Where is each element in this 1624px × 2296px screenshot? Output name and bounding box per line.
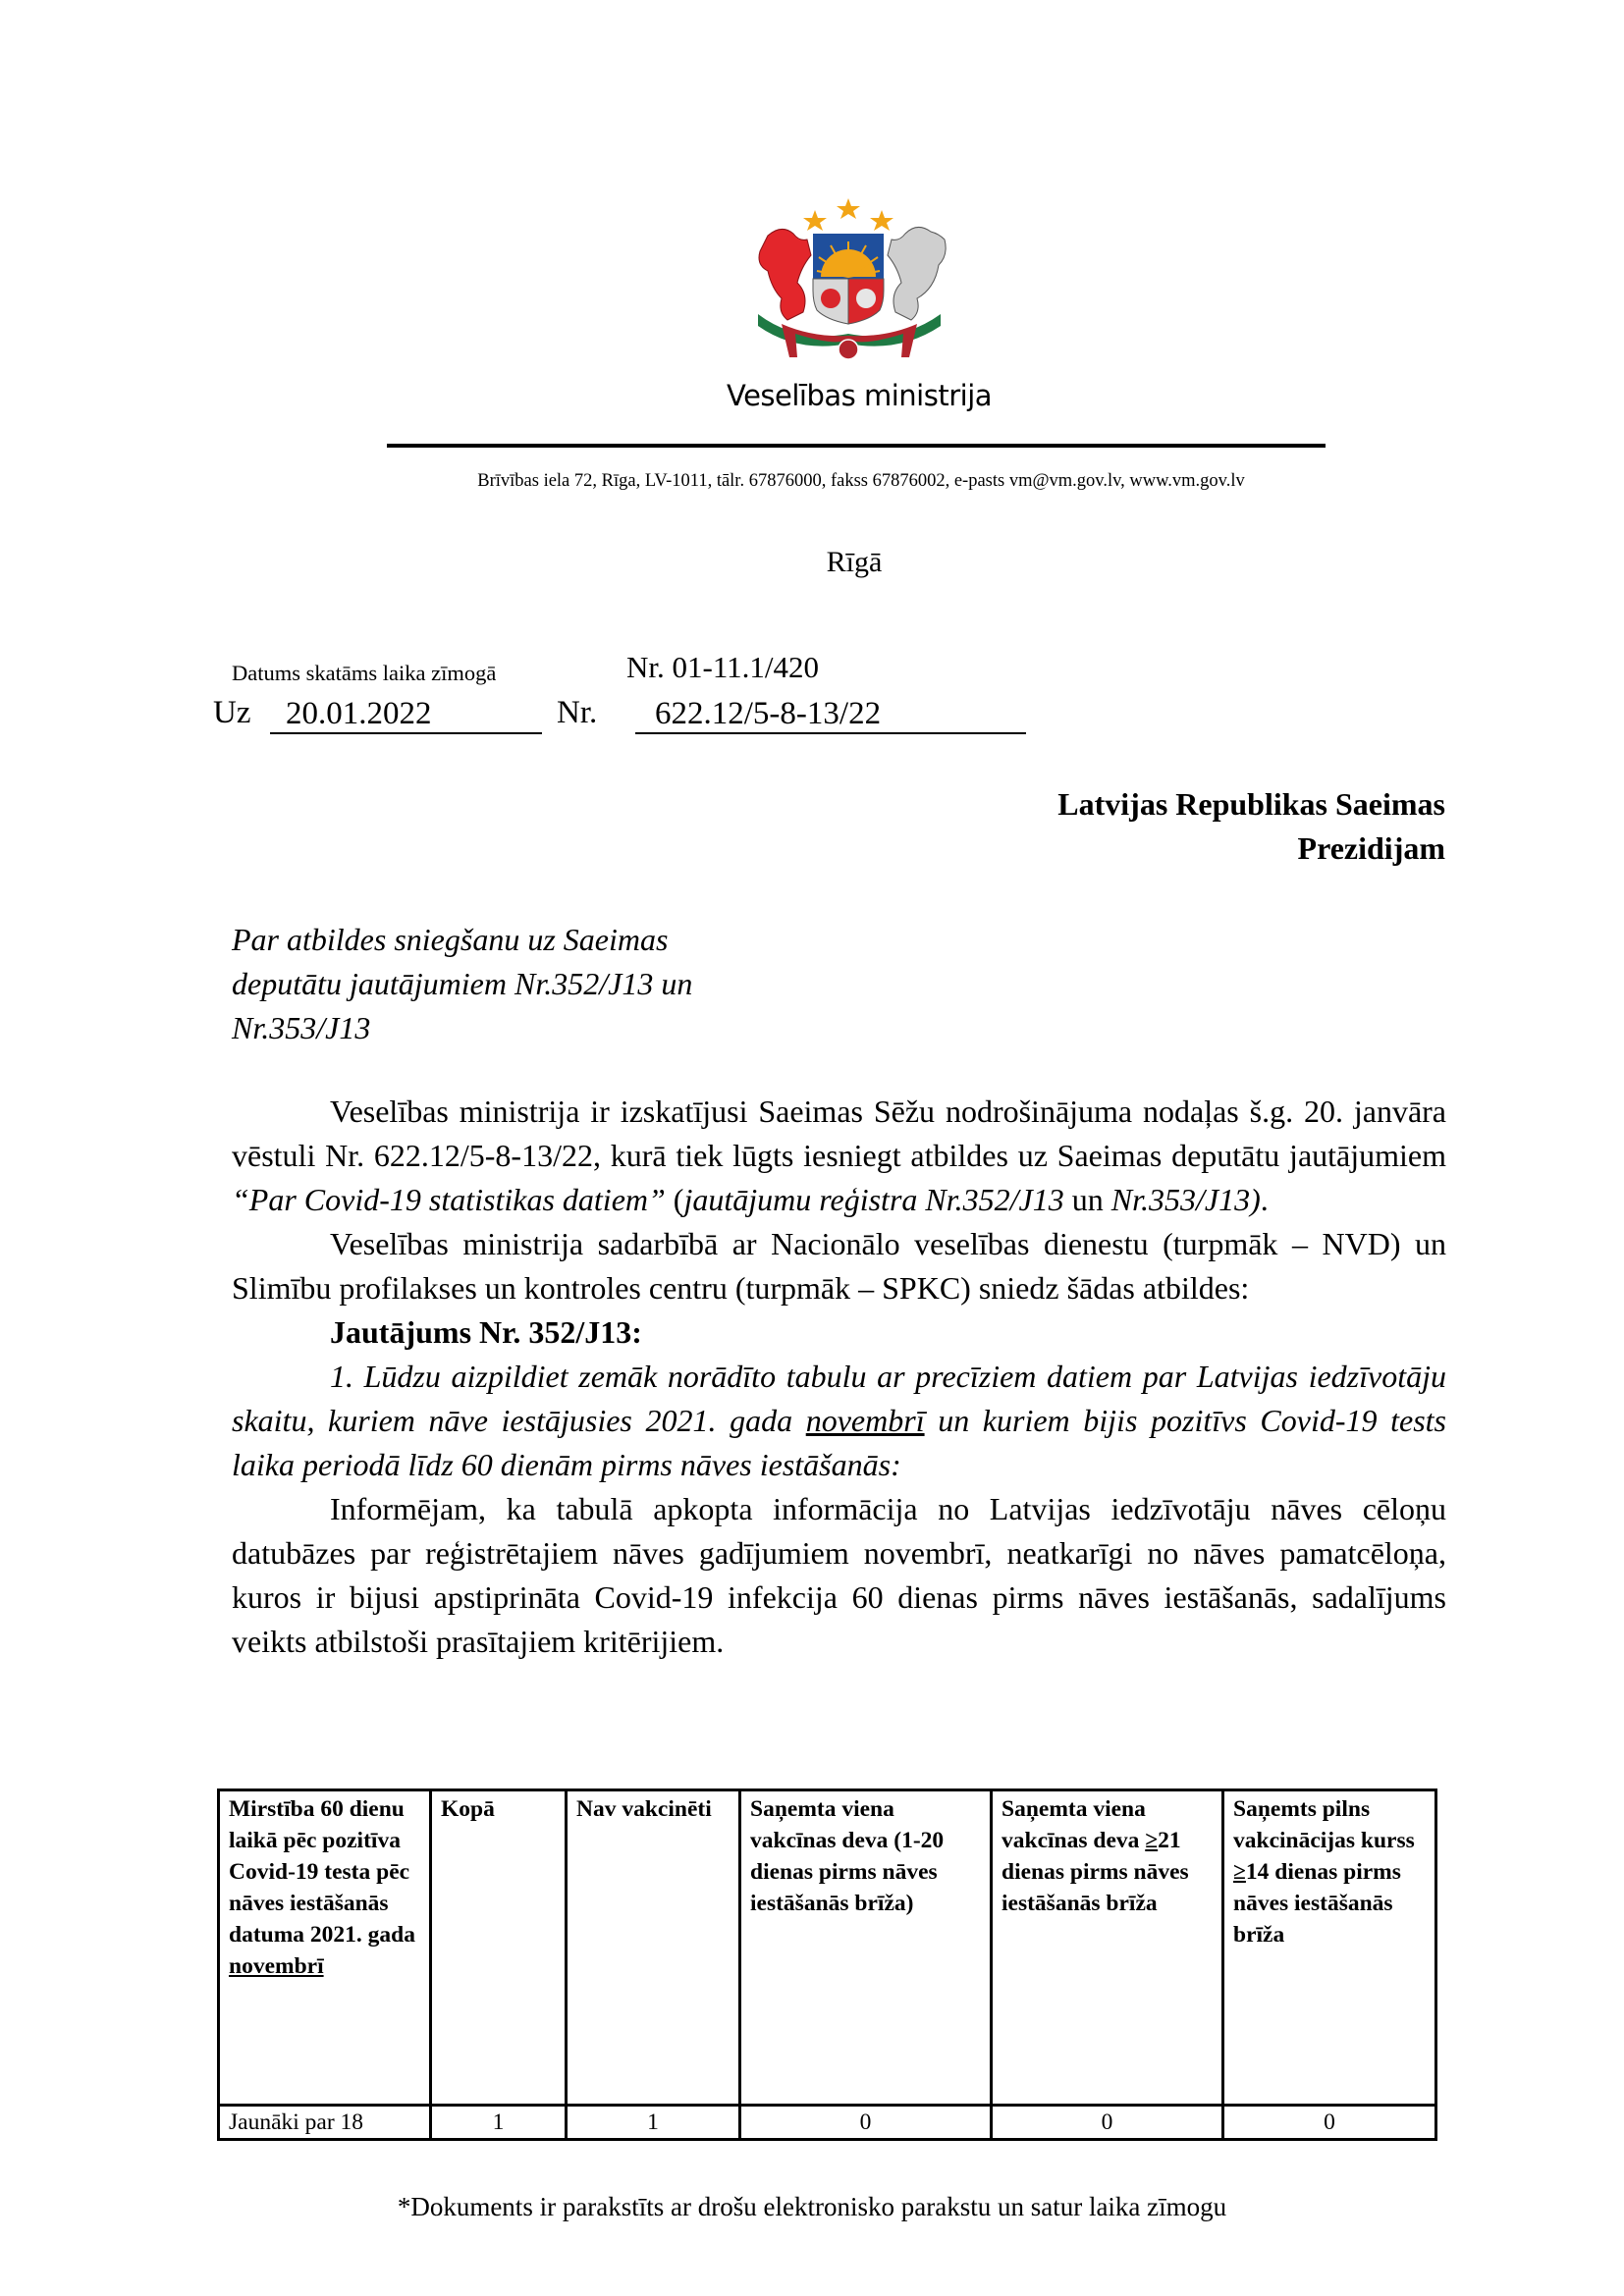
addressee-line: Latvijas Republikas Saeimas	[1057, 786, 1445, 822]
reply-to-label: Uz	[213, 695, 251, 730]
column-header	[992, 1790, 1223, 2106]
text-run: (	[665, 1182, 684, 1217]
table-header-row	[219, 1790, 1436, 2106]
star-icon	[837, 198, 860, 219]
text-run: un kuriem bijis pozitīvs Covid-19 tests laika periodā līdz 60 dienām pirms nāves iestāšanās:	[232, 1403, 1447, 1482]
text-run: “Par Covid-19 statistikas datiem”	[232, 1182, 666, 1217]
star-icon	[870, 210, 893, 231]
letter-subject	[232, 918, 840, 1050]
date-note: Datums skatāms laika zīmogā	[232, 661, 497, 685]
place-of-issue: Rīgā	[826, 546, 883, 578]
ministry-address: Brīvības iela 72, Rīga, LV-1011, tālr. 67876000, fakss 67876002, e-pasts vm@vm.gov.lv, www.vm.gov.lv	[477, 471, 1245, 491]
text-run: Mirstība 60 dienu laikā pēc pozitīva Covid-19 testa pēc nāves iestāšanās datuma 2021. gada	[229, 1796, 415, 1948]
text-run: novembrī	[229, 1953, 324, 1979]
header-divider	[387, 444, 1326, 448]
addressee	[884, 782, 1445, 871]
document-number: Nr. 01-11.1/420	[626, 650, 820, 684]
signature-note: *Dokuments ir parakstīts ar drošu elektronisko parakstu un satur laika zīmogu	[397, 2192, 1227, 2221]
table-cell: 1	[431, 2106, 567, 2140]
latvia-coat-of-arms-icon	[738, 196, 960, 371]
text-run: Nr.353/J13)	[1110, 1182, 1261, 1217]
table-cell: 0	[1223, 2106, 1436, 2140]
text-run: 21 dienas pirms nāves iestāšanās brīža	[1001, 1828, 1189, 1916]
reply-to-number: 622.12/5-8-13/22	[635, 695, 1026, 734]
subject-line: Nr.353/J13	[232, 1010, 371, 1045]
answer-paragraph: Informējam, ka tabulā apkopta informācija no Latvijas iedzīvotāju nāves cēloņu datubāzes par reģistrētajiem nāves gadījumiem novembrī, neatkarīgi no nāves pamatcēloņa, kuros ir bijusi apstiprināta Covid-19 infekcija 60 dienas pirms nāves iestāšanās, sadalījums veikts atbilstoši prasītajiem kritērijiem.	[232, 1491, 1446, 1659]
table-cell: 0	[740, 2106, 992, 2140]
column-header: Kopā	[431, 1790, 567, 2106]
body-paragraph: Veselības ministrija sadarbībā ar Nacionālo veselības dienestu (turpmāk – NVD) un Slimību profilakses un kontroles centru (turpmāk – SPKC) sniedz šādas atbildes:	[232, 1226, 1446, 1306]
text-run: ≥	[1145, 1828, 1159, 1853]
text-run: un	[1063, 1182, 1111, 1217]
mortality-table	[217, 1789, 1437, 2141]
text-run: jautājumu reģistra Nr.352/J13	[683, 1182, 1064, 1217]
text-run: 1. Lūdzu aizpildiet zemāk norādīto tabulu ar precīziem datiem par Latvijas iedzīvotāju skaitu, kuriem nāve iestājusies 2021. gada	[232, 1359, 1446, 1438]
reply-to-number-label: Nr.	[557, 695, 598, 730]
ministry-name: Veselības ministrija	[726, 379, 993, 412]
text-run: Saņemta viena vakcīnas deva	[1001, 1796, 1146, 1853]
subject-line: Par atbildes sniegšanu uz Saeimas	[232, 922, 669, 957]
subject-line: deputātu jautājumiem Nr.352/J13 un	[232, 966, 693, 1001]
question-text	[232, 1355, 1446, 1487]
addressee-line: Prezidijam	[1297, 830, 1445, 866]
row-label: Jaunāki par 18	[219, 2106, 431, 2140]
column-header	[219, 1790, 431, 2106]
table-cell: 1	[567, 2106, 740, 2140]
text-run: Saņemts pilns vakcinācijas kurss	[1233, 1796, 1415, 1853]
table-row	[219, 2106, 1436, 2140]
text-run: 14 dienas pirms nāves iestāšanās brīža	[1233, 1859, 1401, 1948]
text-run: novembrī	[805, 1403, 925, 1438]
text-run: .	[1260, 1182, 1269, 1217]
body-paragraph	[232, 1090, 1446, 1222]
column-header: Nav vakcinēti	[567, 1790, 740, 2106]
text-run: Veselības ministrija ir izskatījusi Saeimas Sēžu nodrošinājuma nodaļas š.g. 20. janvāra vēstuli Nr. 622.12/5-8-13/22, kurā tiek lūgts iesniegt atbildes uz Saeimas deputātu jautājumiem	[232, 1094, 1446, 1173]
column-header	[1223, 1790, 1436, 2106]
letter-body	[232, 1090, 1446, 1664]
table-cell: 0	[992, 2106, 1223, 2140]
reply-to-date: 20.01.2022	[270, 695, 542, 734]
star-icon	[803, 210, 827, 231]
text-run: ≥	[1233, 1859, 1246, 1885]
question-heading: Jautājums Nr. 352/J13:	[330, 1314, 642, 1350]
column-header: Saņemta viena vakcīnas deva (1-20 dienas pirms nāves iestāšanās brīža)	[740, 1790, 992, 2106]
